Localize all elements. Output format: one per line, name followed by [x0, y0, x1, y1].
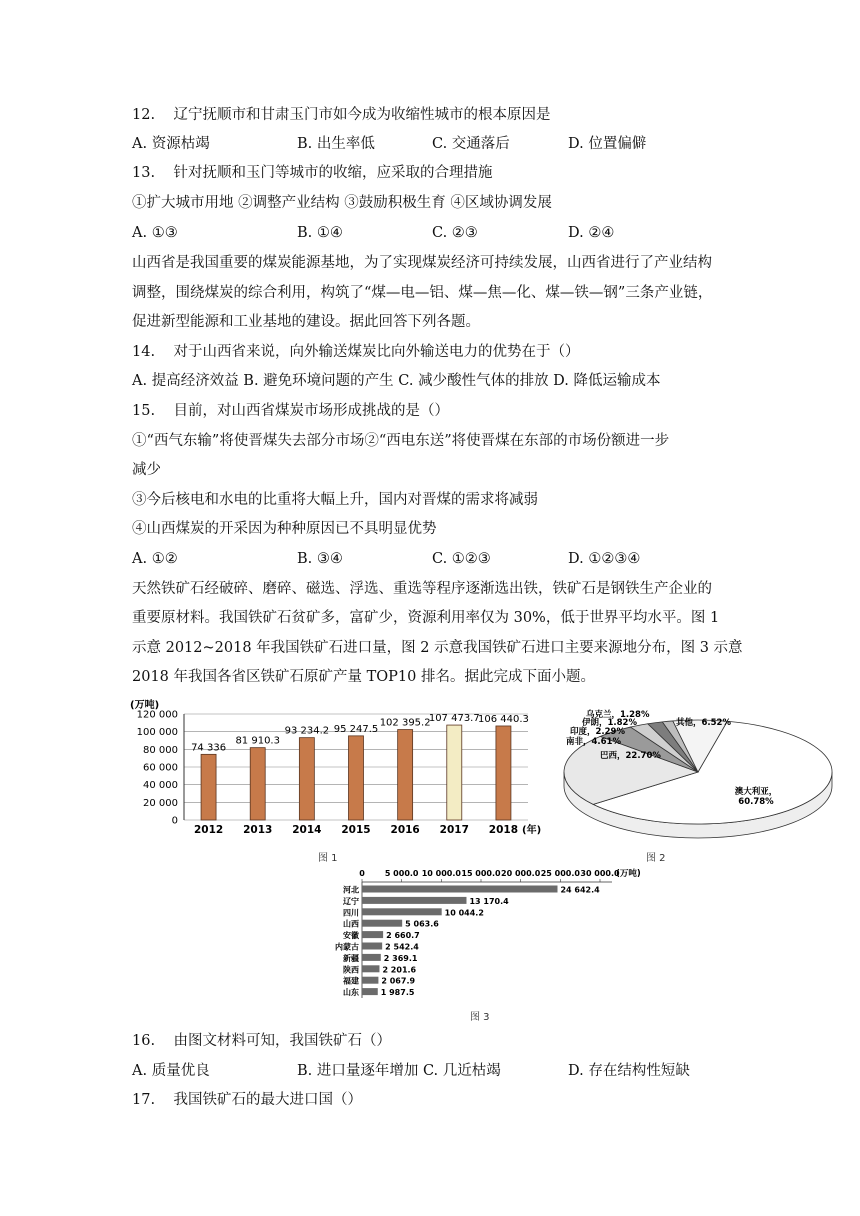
bar-2017	[447, 725, 462, 820]
option-d[interactable]: D. ①②③④	[568, 551, 641, 567]
option-a[interactable]: A. ①③	[132, 225, 178, 241]
y-tick-label: 安徽	[343, 931, 359, 941]
bar-山东	[362, 988, 378, 995]
data-label: 74 336	[191, 742, 227, 754]
y-tick-label: 100 000	[136, 727, 178, 739]
x-tick-label: 2012	[193, 824, 224, 836]
bar-新疆	[362, 954, 381, 961]
bar-2013	[250, 748, 265, 820]
y-tick-label: 40 000	[143, 780, 178, 792]
question-text: 由图文材料可知，我国铁矿石（）	[173, 1033, 391, 1049]
x-tick-label: 2013	[243, 824, 273, 836]
y-tick-label: 辽宁	[343, 896, 359, 906]
y-tick-label: 山东	[343, 988, 359, 998]
question-14	[132, 341, 580, 363]
x-tick-label: 2016	[390, 824, 420, 836]
x-tick-label: 2018	[488, 824, 519, 836]
x-tick-label: 5 000.0	[384, 869, 419, 878]
y-tick-label: 山西	[343, 919, 359, 929]
x-tick-label: 2014	[292, 824, 322, 836]
question-12	[132, 104, 551, 126]
data-label: 81 910.3	[235, 735, 280, 747]
slice-label: 印度，2.29%	[570, 727, 625, 737]
option-a[interactable]: A. 资源枯竭	[132, 136, 210, 152]
statement-line: ③今后核电和水电的比重将大幅上升，国内对晋煤的需求将减弱	[132, 492, 538, 508]
x-suffix: (年)	[522, 825, 542, 836]
passage-line: 山西省是我国重要的煤炭能源基地，为了实现煤炭经济可持续发展，山西省进行了产业结构	[132, 255, 712, 271]
question-13	[132, 162, 493, 184]
data-label: 2 660.7	[386, 931, 420, 941]
bar-陕西	[362, 965, 379, 972]
option-c[interactable]: C. ①②③	[432, 551, 491, 567]
question-number: 15.	[132, 403, 156, 419]
question-17	[132, 1089, 362, 1111]
figure-1-bar-chart	[128, 698, 542, 838]
bar-山西	[362, 920, 402, 927]
question-number: 14.	[132, 344, 156, 360]
y-tick-label: 河北	[343, 885, 359, 895]
data-label: 2 542.4	[385, 942, 419, 952]
figure-3-caption: 图 3	[470, 1012, 490, 1023]
x-tick-label: 15 000.0	[461, 869, 501, 878]
bar-内蒙古	[362, 943, 382, 950]
data-label: 5 063.6	[405, 919, 439, 929]
slice-label: 乌克兰，1.28%	[586, 710, 650, 720]
data-label: 102 395.2	[379, 717, 431, 729]
figure-2-pie-chart	[560, 712, 842, 844]
question-text: 辽宁抚顺市和甘肃玉门市如今成为收缩性城市的根本原因是	[173, 107, 551, 123]
y-tick-label: 四川	[343, 908, 359, 918]
passage-line: 示意 2012~2018 年我国铁矿石进口量，图 2 示意我国铁矿石进口主要来源地分布，图 3 示意	[132, 640, 743, 656]
data-label: 1 987.5	[380, 988, 415, 998]
slice-label: 伊朗，1.82%	[582, 718, 637, 728]
option-b[interactable]: B. 出生率低	[297, 136, 375, 152]
data-label: 93 234.2	[284, 725, 330, 737]
question-text: 目前，对山西省煤炭市场形成挑战的是（）	[173, 403, 449, 419]
data-label: 2 067.9	[381, 976, 416, 986]
question-16	[132, 1030, 391, 1052]
y-tick-label: 60 000	[143, 762, 178, 774]
bar-2016	[398, 730, 413, 820]
question-13-items: ①扩大城市用地 ②调整产业结构 ③鼓励积极生育 ④区域协调发展	[132, 195, 552, 211]
y-tick-label: 新疆	[343, 953, 359, 963]
passage-line: 2018 年我国各省区铁矿石原矿产量 TOP10 排名。据此完成下面小题。	[132, 669, 595, 685]
y-tick-label: 120 000	[136, 709, 178, 721]
slice-label: 巴西，22.70%	[600, 751, 661, 761]
option-b-c[interactable]: B. 进口量逐年增加 C. 几近枯竭	[297, 1063, 501, 1079]
option-d[interactable]: D. 位置偏僻	[568, 136, 647, 152]
data-label: 106 440.3	[477, 713, 529, 725]
x-tick-label: 20 000.0	[501, 869, 541, 878]
slice-label: 南非，4.61%	[566, 737, 621, 747]
bar-四川	[362, 908, 442, 915]
question-number: 12.	[132, 107, 156, 123]
bar-2018	[496, 726, 511, 820]
y-tick-label: 0	[171, 815, 178, 827]
unit-label: (万吨)	[616, 869, 641, 879]
unit-label: (万吨)	[130, 700, 160, 711]
passage-line: 促进新型能源和工业基地的建设。据此回答下列各题。	[132, 314, 480, 330]
data-label: 107 473.7	[428, 713, 480, 725]
bar-辽宁	[362, 897, 466, 904]
option-d[interactable]: D. ②④	[568, 225, 615, 241]
question-text: 对于山西省来说，向外输送煤炭比向外输送电力的优势在于（）	[173, 344, 580, 360]
option-b[interactable]: B. ③④	[297, 551, 343, 567]
data-label: 10 044.2	[444, 908, 484, 918]
bar-2015	[349, 736, 364, 820]
bar-2014	[299, 738, 314, 820]
bar-河北	[362, 886, 557, 893]
slice-label: 澳大利亚，	[734, 787, 778, 797]
bar-2012	[201, 754, 216, 820]
x-tick-label: 25 000.0	[540, 869, 580, 878]
question-number: 16.	[132, 1033, 156, 1049]
figure-3-horizontal-bar-chart	[300, 866, 645, 1000]
question-text: 针对抚顺和玉门等城市的收缩，应采取的合理措施	[173, 165, 493, 181]
slice-value: 60.78%	[738, 797, 774, 807]
bar-安徽	[362, 931, 383, 938]
question-number: 13.	[132, 165, 156, 181]
data-label: 95 247.5	[333, 723, 379, 735]
option-a[interactable]: A. ①②	[132, 551, 178, 567]
x-tick-label: 30 000.0	[580, 869, 620, 878]
statement-line: 减少	[132, 462, 161, 478]
statement-line: ①“西气东输”将使晋煤失去部分市场②“西电东送”将使晋煤在东部的市场份额进一步	[132, 433, 670, 449]
data-label: 2 369.1	[383, 953, 418, 963]
slice-label: 其他，6.52%	[676, 718, 731, 728]
option-c[interactable]: C. 交通落后	[432, 136, 510, 152]
option-a[interactable]: A. 质量优良	[132, 1063, 210, 1079]
y-tick-label: 80 000	[143, 744, 178, 756]
passage-line: 重要原材料。我国铁矿石贫矿多，富矿少，资源利用率仅为 30%，低于世界平均水平。图 1	[132, 610, 720, 626]
y-tick-label: 内蒙古	[335, 942, 359, 952]
data-label: 13 170.4	[469, 896, 509, 906]
passage-line: 调整，围绕煤炭的综合利用，构筑了“煤—电—铝、煤—焦—化、煤—铁—钢”三条产业链，	[132, 285, 713, 301]
x-tick-label: 2017	[439, 824, 469, 836]
x-tick-label: 10 000.0	[421, 869, 461, 878]
question-number: 17.	[132, 1092, 156, 1108]
passage-line: 天然铁矿石经破碎、磨碎、磁选、浮选、重选等程序逐渐选出铁，铁矿石是钢铁生产企业的	[132, 581, 712, 597]
data-label: 2 201.6	[382, 965, 417, 975]
data-label: 24 642.4	[560, 885, 600, 895]
y-tick-label: 20 000	[143, 797, 178, 809]
bar-福建	[362, 977, 378, 984]
figure-2-caption: 图 2	[646, 853, 666, 864]
question-15	[132, 400, 449, 422]
y-tick-label: 陕西	[343, 965, 359, 975]
x-tick-label: 2015	[341, 824, 371, 836]
option-d[interactable]: D. 存在结构性短缺	[568, 1063, 690, 1079]
statement-line: ④山西煤炭的开采因为种种原因已不具明显优势	[132, 521, 437, 537]
option-b[interactable]: B. ①④	[297, 225, 343, 241]
y-tick-label: 福建	[343, 976, 359, 986]
figure-1-caption: 图 1	[318, 853, 338, 864]
x-tick-label: 0	[359, 869, 365, 878]
question-text: 我国铁矿石的最大进口国（）	[173, 1092, 362, 1108]
question-14-options[interactable]: A. 提高经济效益 B. 避免环境问题的产生 C. 减少酸性气体的排放 D. 降低运输成本	[132, 373, 661, 389]
option-c[interactable]: C. ②③	[432, 225, 478, 241]
